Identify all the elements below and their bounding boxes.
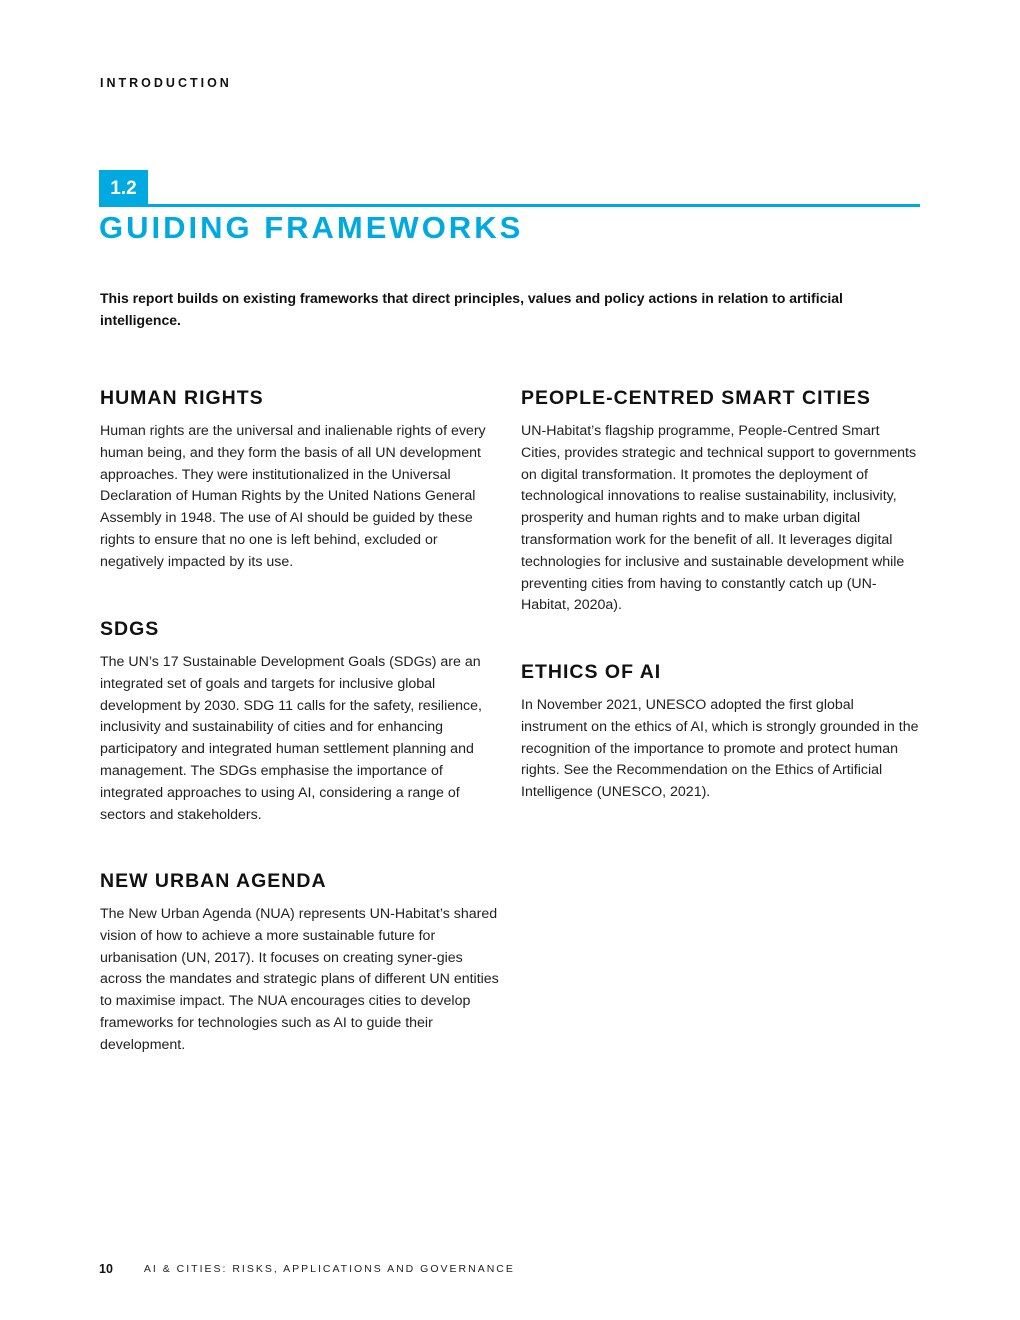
section-sdgs bbox=[100, 616, 500, 826]
running-section-label: INTRODUCTION bbox=[100, 76, 232, 90]
page-title: GUIDING FRAMEWORKS bbox=[99, 210, 524, 245]
section-human-rights bbox=[100, 385, 500, 574]
section-heading: NEW URBAN AGENDA bbox=[100, 870, 327, 892]
section-heading: SDGS bbox=[100, 618, 160, 640]
chapter-title-rule bbox=[99, 204, 920, 207]
section-body: UN-Habitat’s flagship programme, People-Centred Smart Cities, provides strategic and technical support to governments on digital transformation. It promotes the deployment of technological innovations to realise sustainability, inclusivity, prosperity and human rights and to make urban digital transformation work for the benefit of all. It leverages digital technologies for inclusive and sustainable development while preventing cities from having to constantly catch up (UN-Habitat, 2020a). bbox=[521, 423, 917, 614]
section-body: The New Urban Agenda (NUA) represents UN-Habitat’s shared vision of how to achieve a more sustainable future for urbanisation (UN, 2017). It focuses on creating syner-gies across the mandates and strategic plans of different UN entities to maximise impact. The NUA encourages cities to develop frameworks for technologies such as AI to guide their development. bbox=[100, 906, 499, 1053]
section-heading: PEOPLE-CENTRED SMART CITIES bbox=[521, 387, 871, 409]
section-new-urban-agenda bbox=[100, 868, 500, 1057]
section-body: In November 2021, UNESCO adopted the first global instrument on the ethics of AI, which is strongly grounded in the recognition of the importance to promote and protect human rights. See the Recommendation on the Ethics of Artificial Intelligence (UNESCO, 2021). bbox=[521, 697, 919, 801]
chapter-number-badge: 1.2 bbox=[99, 170, 148, 207]
section-heading: HUMAN RIGHTS bbox=[100, 387, 264, 409]
section-body: The UN’s 17 Sustainable Development Goals (SDGs) are an integrated set of goals and targets for inclusive global development by 2030. SDG 11 calls for the safety, resilience, inclusivity and sustainability of cities and for enhancing participatory and integrated human settlement planning and management. The SDGs emphasise the importance of integrated approaches to using AI, considering a range of sectors and stakeholders. bbox=[100, 654, 482, 823]
section-body: Human rights are the universal and inalienable rights of every human being, and they form the basis of all UN development approaches. They were institutionalized in the Universal Declaration of Human Rights by the United Nations General Assembly in 1948. The use of AI should be guided by these rights to ensure that no one is left behind, excluded or negatively impacted by its use. bbox=[100, 423, 486, 570]
page-number: 10 bbox=[99, 1262, 113, 1276]
intro-paragraph: This report builds on existing frameworks that direct principles, values and policy actions in relation to artificial intelligence. bbox=[100, 290, 843, 328]
document-title: AI & CITIES: RISKS, APPLICATIONS AND GOVERNANCE bbox=[143, 1263, 515, 1275]
section-heading: ETHICS OF AI bbox=[521, 661, 662, 683]
section-ethics-of-ai bbox=[521, 659, 921, 804]
page-footer bbox=[99, 1262, 515, 1276]
section-people-centred-smart-cities bbox=[521, 385, 921, 617]
